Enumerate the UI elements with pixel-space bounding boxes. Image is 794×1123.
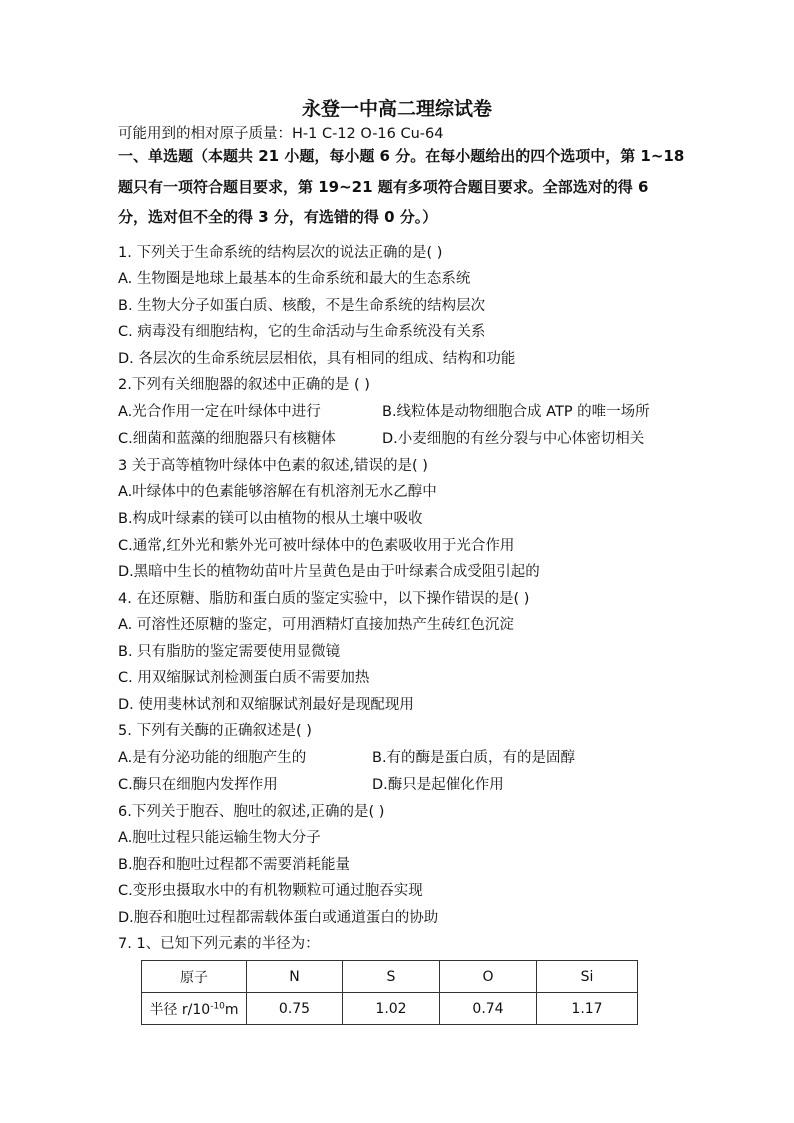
table-cell-atom: Si xyxy=(537,961,638,993)
q5-option-b: B.有的酶是蛋白质，有的是固醇 xyxy=(372,750,576,766)
radius-exponent: -10 xyxy=(210,1000,225,1011)
q2-stem: 2.下列有关细胞器的叙述中正确的是 ( ) xyxy=(118,377,370,393)
page-title: 永登一中高二理综试卷 xyxy=(301,98,492,120)
radius-label: 半径 r/10 xyxy=(149,1001,211,1018)
q6-stem: 6.下列关于胞吞、胞吐的叙述,正确的是( ) xyxy=(118,804,385,820)
q6-option-c: C.变形虫摄取水中的有机物颗粒可通过胞吞实现 xyxy=(118,883,423,899)
atomic-radius-table xyxy=(141,960,638,1025)
q7-stem: 7. 1、已知下列元素的半径为： xyxy=(118,936,320,952)
q3-option-b: B.构成叶绿素的镁可以由植物的根从土壤中吸收 xyxy=(118,511,423,527)
q2-option-c: C.细菌和蓝藻的细胞器只有核糖体 xyxy=(118,431,336,447)
q1-option-a: A. 生物圈是地球上最基本的生命系统和最大的生态系统 xyxy=(118,271,471,287)
table-cell-atom: S xyxy=(343,961,440,993)
q4-option-c: C. 用双缩脲试剂检测蛋白质不需要加热 xyxy=(118,670,370,686)
q2-option-d: D.小麦细胞的有丝分裂与中心体密切相关 xyxy=(382,431,645,447)
q2-option-a: A.光合作用一定在叶绿体中进行 xyxy=(118,404,321,420)
q1-option-b: B. 生物大分子如蛋白质、核酸，不是生命系统的结构层次 xyxy=(118,298,486,314)
q4-stem: 4. 在还原糖、脂肪和蛋白质的鉴定实验中，以下操作错误的是( ) xyxy=(118,591,530,607)
q5-option-d: D.酶只是起催化作用 xyxy=(372,777,504,793)
q3-option-d: D.黑暗中生长的植物幼苗叶片呈黄色是由于叶绿素合成受阻引起的 xyxy=(118,564,540,580)
table-cell-atom: O xyxy=(440,961,537,993)
section-header-line-3: 分，选对但不全的得 3 分，有选错的得 0 分。） xyxy=(118,208,438,226)
q1-stem: 1. 下列关于生命系统的结构层次的说法正确的是( ) xyxy=(118,245,443,261)
table-row xyxy=(142,993,638,1025)
table-cell-radius: 0.74 xyxy=(440,993,537,1025)
table-row xyxy=(142,961,638,993)
q4-option-b: B. 只有脂肪的鉴定需要使用显微镜 xyxy=(118,644,341,660)
q6-option-a: A.胞吐过程只能运输生物大分子 xyxy=(118,830,321,846)
q3-option-c: C.通常,红外光和紫外光可被叶绿体中的色素吸收用于光合作用 xyxy=(118,538,515,554)
table-cell-radius: 0.75 xyxy=(247,993,343,1025)
q3-stem: 3 关于高等植物叶绿体中色素的叙述,错误的是( ) xyxy=(118,458,428,474)
q5-option-a: A.是有分泌功能的细胞产生的 xyxy=(118,750,307,766)
radius-unit: m xyxy=(224,1001,239,1018)
q4-option-a: A. 可溶性还原糖的鉴定，可用酒精灯直接加热产生砖红色沉淀 xyxy=(118,617,514,633)
table-cell-atom: N xyxy=(247,961,343,993)
q6-option-d: D.胞吞和胞吐过程都需载体蛋白或通道蛋白的协助 xyxy=(118,910,439,926)
table-cell-radius: 1.17 xyxy=(537,993,638,1025)
table-cell-radius: 1.02 xyxy=(343,993,440,1025)
table-header-cell: 原子 xyxy=(142,961,247,993)
q5-option-c: C.酶只在细胞内发挥作用 xyxy=(118,777,278,793)
q5-stem: 5. 下列有关酶的正确叙述是( ) xyxy=(118,723,312,739)
q4-option-d: D. 使用斐林试剂和双缩脲试剂最好是现配现用 xyxy=(118,697,414,713)
q1-option-d: D. 各层次的生命系统层层相依，具有相同的组成、结构和功能 xyxy=(118,351,516,367)
atomic-mass-line: 可能用到的相对原子质量：H-1 C-12 O-16 Cu-64 xyxy=(118,126,444,142)
section-header-line-2: 题只有一项符合题目要求，第 19~21 题有多项符合题目要求。全部选对的得 6 xyxy=(118,178,649,196)
q6-option-b: B.胞吞和胞吐过程都不需要消耗能量 xyxy=(118,857,351,873)
q1-option-c: C. 病毒没有细胞结构，它的生命活动与生命系统没有关系 xyxy=(118,324,486,340)
section-header-line-1: 一、单选题（本题共 21 小题，每小题 6 分。在每小题给出的四个选项中，第 1~18 xyxy=(118,147,685,165)
q3-option-a: A.叶绿体中的色素能够溶解在有机溶剂无水乙醇中 xyxy=(118,484,437,500)
q2-option-b: B.线粒体是动物细胞合成 ATP 的唯一场所 xyxy=(382,404,650,420)
table-header-cell xyxy=(142,993,247,1025)
